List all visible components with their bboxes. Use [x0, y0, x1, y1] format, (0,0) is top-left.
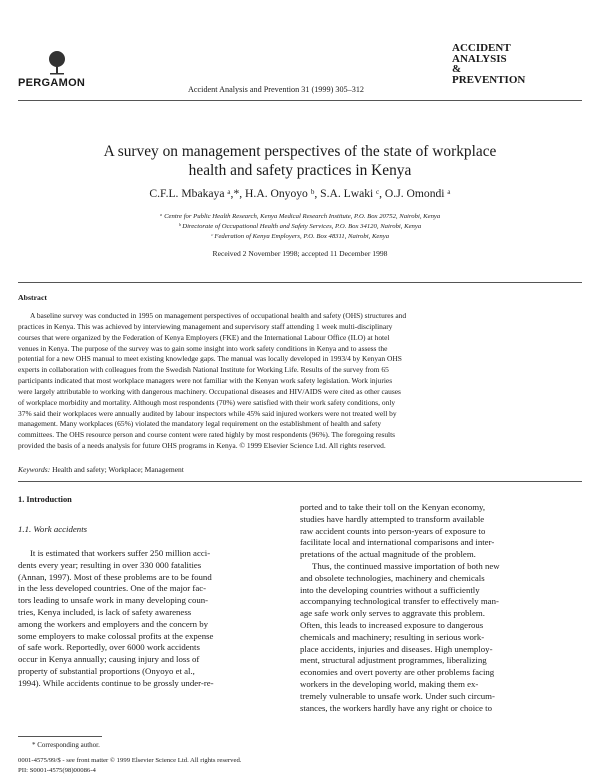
body-line: dents every year; resulting in over 330 000 fatalities: [18, 559, 202, 570]
title-line: health and safety practices in Kenya: [188, 162, 412, 179]
body-line: chemicals and machinery; resulting in serious work-: [300, 631, 485, 642]
body-line: studies have hardly attempted to transform available: [300, 513, 485, 524]
abstract-line: A baseline survey was conducted in 1995 on management perspectives of occupational health and safety (OHS) structures and: [30, 311, 407, 320]
body-line: among the workers and employers and the concern by: [18, 618, 209, 629]
keywords-text: Health and safety; Workplace; Management: [50, 465, 184, 474]
body-line: and obsolete technologies, machinery and chemicals: [300, 572, 485, 583]
body-line: pretations of the actual magnitude of the problem.: [300, 549, 476, 560]
abstract-line: were largely attributable to working with dangerous machinery. Occupational diseases and HIV/AIDS were cited as other causes: [18, 386, 401, 396]
publisher-logo: [18, 50, 138, 92]
affiliation: ᵃ Centre for Public Health Research, Kenya Medical Research Institute, P.O. Box 20752, Nairobi, Kenya: [159, 213, 441, 220]
body-line: workers in the developing world, making them ex-: [300, 678, 479, 689]
title-divider: [18, 282, 582, 283]
abstract-line: venues in Kenya. The purpose of the survey was to gain some insight into work safety conditions in Kenya and to assess the: [18, 343, 388, 353]
body-line: age safe work only serves to aggravate this problem.: [300, 608, 485, 619]
author-list: C.F.L. Mbakaya ᵃ,*, H.A. Onyoyo ᵇ, S.A. Lwaki ᶜ, O.J. Omondi ᵃ: [149, 187, 451, 200]
section-heading: 1. Introduction: [18, 495, 72, 504]
tree-icon: [44, 50, 70, 76]
abstract-line: participants indicated that most workplace managers were not familiar with the Kenyan work safety legislation. Work injuries: [18, 376, 393, 386]
abstract-line: management. Many workplaces (65%) violated the mandatory legal requirement on the establishment of health and safety: [18, 419, 382, 429]
affiliation: ᶜ Federation of Kenya Employers, P.O. Box 48311, Nairobi, Kenya: [210, 233, 390, 240]
body-line: economies and overt poverty are other problems facing: [300, 667, 495, 678]
body-line: tors leading to unsafe work in many developing coun-: [18, 595, 209, 606]
affiliation: ᵇ Directorate of Occupational Health and Safety Services, P.O. Box 34120, Nairobi, Kenya: [178, 223, 422, 230]
abstract-line: courses that were organized by the Federation of Kenya Employers (FKE) and the International Labour Office (ILO) at hotel: [18, 332, 390, 342]
publisher-name: PERGAMON: [18, 77, 86, 89]
footer-line: 0001-4575/99/$ - see front matter © 1999 Elsevier Science Ltd. All rights reserved.: [18, 757, 242, 764]
abstract-line: practices in Kenya. This was achieved by interviewing management and supervisory staff attending 1 week multi-disciplinary: [18, 321, 393, 331]
body-line: ported and to take their toll on the Kenyan economy,: [300, 502, 486, 512]
body-line: raw accident counts into person-years of exposure to: [300, 525, 486, 536]
left-column: [18, 548, 280, 690]
body-line: into the developing countries without a sufficiently: [300, 584, 480, 595]
journal-logo-line: &: [452, 63, 462, 75]
keywords: [18, 465, 184, 474]
received-dates: Received 2 November 1998; accepted 11 December 1998: [212, 249, 388, 258]
body-line: (Annan, 1997). Most of these problems are to be found: [18, 571, 212, 582]
journal-logo-line: ANALYSIS: [452, 52, 507, 65]
body-line: of safe work. Reportedly, over 6000 work accidents: [18, 642, 200, 653]
journal-logo: [452, 43, 582, 85]
body-line: ment, structural adjustment programmes, liberalizing: [300, 655, 487, 666]
abstract-line: provided the basis of a needs analysis for future OHS programs in Kenya. © 1999 Elsevier Science Ltd. All rights reserved.: [18, 441, 386, 451]
body-line: some employers to make colossal profits at the expense: [18, 630, 214, 641]
body-line: accompanying technological transfer to effectively man-: [300, 596, 499, 607]
right-column: [300, 502, 582, 714]
copyright-footer: [18, 756, 241, 776]
body-line: occur in Kenya annually; causing injury and loss of: [18, 654, 200, 665]
body-line: tries, Kenya included, is lack of safety awareness: [18, 606, 192, 617]
affiliations: [20, 212, 580, 242]
abstract-body: [18, 311, 582, 452]
body-line: It is estimated that workers suffer 250 million acci-: [30, 548, 211, 558]
abstract-line: committees. The OHS resource person and course content were rated highly by most respondents (96%). The foregoing results: [18, 430, 396, 440]
title-line: A survey on management perspectives of the state of workplace: [103, 143, 497, 160]
body-line: facilitate local and international comparisons and inter-: [300, 537, 495, 548]
body-line: place accidents, injuries and diseases. High unemploy-: [300, 643, 493, 654]
abstract-line: experts in collaboration with colleagues from the Swedish National Institute for Working Life. Results of the survey from 65: [18, 365, 389, 375]
journal-logo-line: PREVENTION: [452, 73, 526, 86]
abstract-line: of workplace morbidity and mortality. Although most respondents (70%) were satisfied with their work safety conditions, only: [18, 397, 396, 407]
paper-title: [20, 142, 580, 180]
journal-citation: Accident Analysis and Prevention 31 (1999) 305–312: [188, 85, 365, 94]
abstract-line: potential for a new OHS manual to meet existing knowledge gaps. The manual was locally developed in 1993/4 by Kenyan OHS: [18, 354, 402, 364]
keywords-label: Keywords:: [18, 465, 51, 474]
header-divider: [18, 100, 582, 101]
body-line: Thus, the continued massive importation of both new: [312, 560, 500, 571]
abstract-heading: Abstract: [18, 293, 48, 302]
body-line: Often, this leads to increased exposure to dangerous: [300, 619, 484, 630]
footnote-divider: [18, 736, 102, 737]
journal-logo-line: ACCIDENT: [452, 42, 511, 54]
body-line: tremely vulnerable to unsafe work. Under such circum-: [300, 690, 495, 701]
body-line: in the less developed countries. One of the major fac-: [18, 583, 207, 594]
body-line: property of substantial proportions (Onyoyo et al.,: [18, 665, 195, 676]
footer-line: PII: S0001-4575(98)00086-4: [18, 767, 96, 774]
subsection-heading: 1.1. Work accidents: [18, 524, 88, 534]
body-line: stances, the workers hardly have any right or choice to: [300, 702, 492, 713]
body-line: 1994). While accidents continue to be grossly under-re-: [18, 677, 214, 688]
abstract-line: 37% said their workplaces were annually audited by labour inspectors while 45% said injured workers were not treated well by: [18, 408, 397, 418]
keywords-divider: [18, 481, 582, 482]
corresponding-author-footnote: * Corresponding author.: [32, 741, 100, 749]
